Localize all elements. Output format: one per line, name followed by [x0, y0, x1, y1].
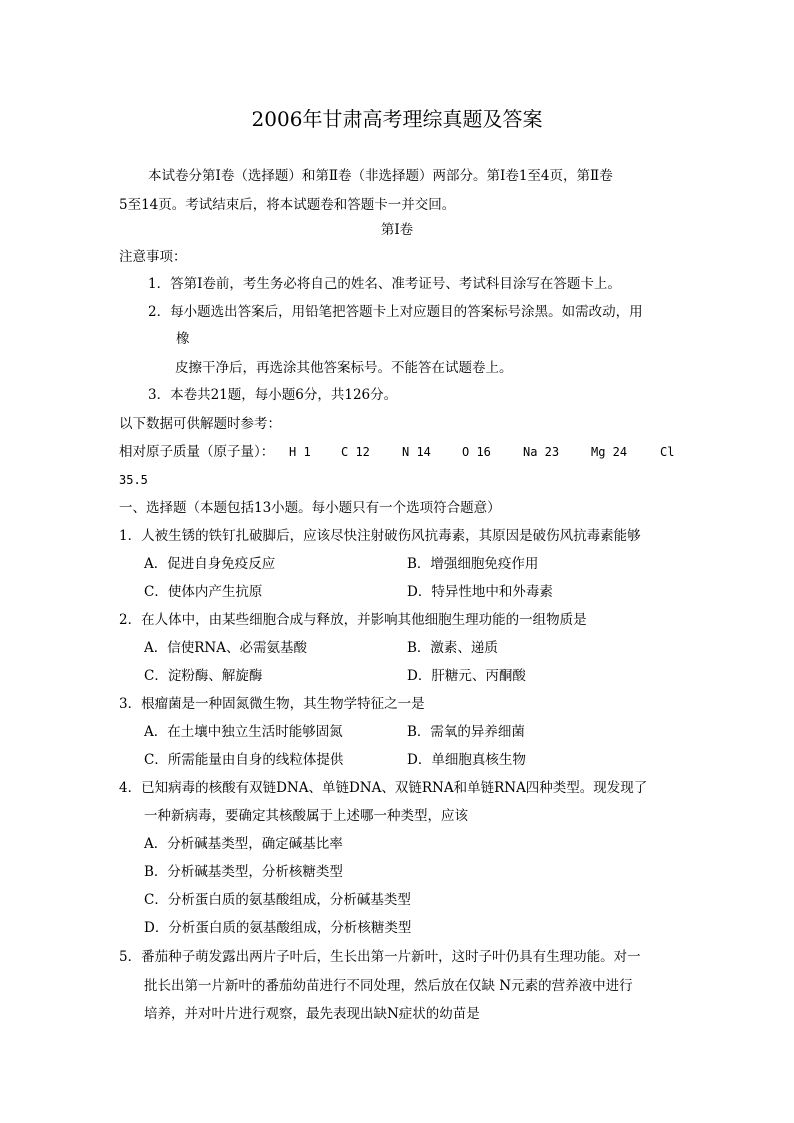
question-4-stem-line-1: 4．已知病毒的核酸有双链DNA、单链DNA、双链RNA和单链RNA四种类型。现发现了 — [119, 780, 648, 796]
question-3-option-b: B．需氧的异养细菌 — [407, 724, 525, 740]
question-1-option-b: B．增强细胞免疫作用 — [407, 556, 539, 572]
mass-n: N 14 — [402, 445, 431, 459]
notes-item-2-line-3: 皮擦干净后，再选涂其他答案标号。不能答在试题卷上。 — [175, 360, 513, 376]
question-1-stem: 1．人被生锈的铁钉扎破脚后，应该尽快注射破伤风抗毒素，其原因是破伤风抗毒素能够 — [119, 528, 641, 544]
reference-heading: 以下数据可供解题时参考： — [119, 416, 281, 432]
question-2-option-b: B．激素、递质 — [407, 640, 498, 656]
question-4-stem-line-2: 一种新病毒，要确定其核酸属于上述哪一种类型，应该 — [144, 808, 468, 824]
question-4-option-d: D．分析蛋白质的氨基酸组成，分析核糖类型 — [144, 920, 412, 936]
reference-label: 相对原子质量（原子量）： — [119, 444, 275, 460]
notes-item-3: 3．本卷共21题，每小题6分，共126分。 — [148, 387, 398, 403]
mass-o: O 16 — [462, 445, 491, 459]
part-1-heading: 一、选择题（本题包括13小题。每小题只有一个选项符合题意） — [119, 500, 501, 516]
question-5-stem-line-3: 培养，并对叶片进行观察，最先表现出缺N症状的幼苗是 — [144, 1006, 480, 1022]
notes-item-1: 1．答第Ⅰ卷前，考生务必将自己的姓名、准考证号、考试科目涂写在答题卡上。 — [148, 276, 621, 292]
question-2-stem: 2．在人体中，由某些细胞合成与释放，并影响其他细胞生理功能的一组物质是 — [119, 612, 587, 628]
mass-cl-value: 35.5 — [119, 473, 148, 487]
question-3-option-d: D．单细胞真核生物 — [407, 752, 526, 768]
volume-heading: 第Ⅰ卷 — [380, 222, 414, 238]
intro-line-2: 5至14页。考试结束后，将本试题卷和答题卡一并交回。 — [119, 197, 456, 213]
question-4-option-a: A．分析碱基类型，确定碱基比率 — [144, 836, 343, 852]
question-3-option-a: A．在土壤中独立生活时能够固氮 — [144, 724, 343, 740]
question-5-stem-line-2: 批长出第一片新叶的番茄幼苗进行不同处理，然后放在仅缺 N元素的营养液中进行 — [144, 978, 633, 994]
question-2-option-c: C．淀粉酶、解旋酶 — [144, 668, 263, 684]
mass-c: C 12 — [341, 445, 370, 459]
question-4-option-c: C．分析蛋白质的氨基酸组成，分析碱基类型 — [144, 892, 411, 908]
question-1-option-c: C．使体内产生抗原 — [144, 584, 263, 600]
question-3-option-c: C．所需能量由自身的线粒体提供 — [144, 752, 344, 768]
page-title: 2006年甘肃高考理综真题及答案 — [251, 107, 543, 131]
mass-na: Na 23 — [523, 445, 560, 459]
question-1-option-a: A．促进自身免疫反应 — [144, 556, 276, 572]
question-4-option-b: B．分析碱基类型，分析核糖类型 — [144, 864, 343, 880]
intro-line-1: 本试卷分第Ⅰ卷（选择题）和第Ⅱ卷（非选择题）两部分。第Ⅰ卷1至4页，第Ⅱ卷 — [148, 168, 613, 184]
question-5-stem-line-1: 5．番茄种子萌发露出两片子叶后，生长出第一片新叶，这时子叶仍具有生理功能。对一 — [119, 949, 641, 965]
question-2-option-a: A．信使RNA、必需氨基酸 — [144, 640, 307, 656]
notes-item-2-line-1: 2．每小题选出答案后，用铅笔把答题卡上对应题目的答案标号涂黑。如需改动，用 — [148, 304, 643, 320]
notes-item-2-line-2: 橡 — [176, 331, 190, 347]
question-3-stem: 3．根瘤菌是一种固氮微生物，其生物学特征之一是 — [119, 696, 425, 712]
notes-heading: 注意事项： — [119, 249, 187, 265]
mass-mg: Mg 24 — [591, 445, 628, 459]
question-2-option-d: D．肝糖元、丙酮酸 — [407, 668, 526, 684]
mass-cl: Cl — [660, 445, 675, 459]
mass-h: H 1 — [289, 445, 311, 459]
question-1-option-d: D．特异性地中和外毒素 — [407, 584, 553, 600]
